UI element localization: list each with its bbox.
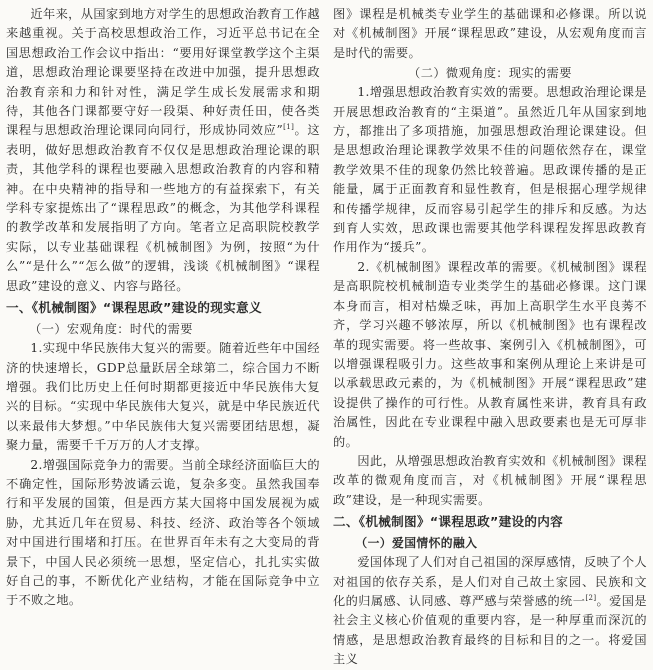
section-heading: 一、《机械制图》“课程思政”建设的现实意义	[6, 300, 262, 316]
section-heading: 二、《机械制图》“课程思政”建设的内容	[333, 514, 564, 530]
body-paragraph: 2.《机械制图》课程改革的需要。《机械制图》课程是高职院校机械制造专业类学生的基础必修课。这门课本身而言，相对枯燥乏味，再加上高职学生水平良莠不齐，学习兴趣不够浓厚，所以《机械制图》也有课程改革的现实需要。将一些故事、案例引入《机械制图》，可以增强课程吸引力。这些故事和案例从理论上来讲是可以承载思政元素的，为《机械制图》开展“课程思政”建设提供了操作的可行性。从教育属性来讲，教育具有政治属性，因此在专业课程中融入思政要素也是无可厚非的。	[333, 259, 647, 449]
subsection-heading: （二）微观角度：现实的需要	[408, 66, 572, 81]
left-column	[6, 5, 320, 608]
body-paragraph: 1.增强思想政治教育实效的需要。思想政治理论课是开展思想政治教育的“主渠道”。虽然近几年从国家到地方，都推出了多项措施，加强思想政治理论课建设。但是思想政治理论课教学效果不佳的问题依然存在，课堂教学效果不佳的现象仍然比较普遍。思政课传播的是正能量，属于正面教育和显性教育，但是根据心理学规律和传播学规律，反而容易引起学生的排斥和反感。为达到育人实效，思政课也需要其他学科课程发挥思政教育作用作为“援兵”。	[333, 85, 647, 255]
citation-ref: [1]	[283, 123, 295, 132]
subsection-heading: （一）宏观角度：时代的需要	[29, 322, 193, 337]
body-paragraph: 因此，从增强思想政治教育实效和《机械制图》课程改革的微观角度而言，对《机械制图》开展“课程思政”建设，是一种现实需要。	[333, 453, 647, 507]
subsection-heading: （一）爱国情怀的融入	[355, 536, 478, 551]
body-paragraph: 图》课程是机械类专业学生的基础课和必修课。所以说对《机械制图》开展“课程思政”建设，从宏观角度而言是时代的需要。	[333, 7, 647, 60]
body-paragraph: 爱国体现了人们对自己祖国的深厚感情，反映了个人对祖国的依存关系，是人们对自己故土家园、民族和文化的归属感、认同感、尊严感与荣誉感的统一[2]。爱国是社会主义核心价值观的重要内容，是一种厚重而深沉的情感，是思想政治教育最终的目标和目的之一。将爱国主义	[333, 555, 647, 667]
right-column	[333, 5, 647, 667]
body-paragraph: 1.实现中华民族伟大复兴的需要。随着近些年中国经济的快速增长，GDP总量跃居全球第二，综合国力不断增强。我们比历史上任何时期都更接近中华民族伟大复兴的目标。“实现中华民族伟大复兴，就是中华民族近代以来最伟大梦想。”中华民族伟大复兴需要团结思想，凝聚力量，需要千千万万的人才支撑。	[6, 341, 320, 453]
citation-ref: [2]	[585, 593, 597, 602]
body-paragraph: 2.增强国际竞争力的需要。当前全球经济面临巨大的不确定性，国际形势波谲云诡，复杂多变。虽然我国奉行和平发展的国策，但是西方某大国将中国发展视为威胁，尤其近几年在贸易、科技、经济、政治等各个领域对中国进行围堵和打压。在世界百年未有之大变局的背景下，中国人民必须统一思想，坚定信心，扎扎实实做好自己的事，不断优化产业结构，才能在国际竞争中立于不败之地。	[6, 457, 320, 608]
body-paragraph: 近年来，从国家到地方对学生的思想政治教育工作越来越重视。关于高校思想政治工作，习近平总书记在全国思想政治工作会议中指出：“要用好课堂教学这个主渠道，思想政治理论课要坚持在改进中加强，提升思想政治教育亲和力和针对性，满足学生成长发展需求和期待，其他各门课都要守好一段渠、种好责任田，使各类课程与思想政治理论课同向同行，形成协同效应”[1]。这表明，做好思想政治教育不仅仅是思想政治理论课的职责，其他学科的课程也要融入思想政治教育的内容和精神。在中央精神的指导和一些地方的有益探索下，有关学科专家提炼出了“课程思政”的概念，为其他学科课程的教学改革和发展指明了方向。笔者立足高职院校教学实际，以专业基础课程《机械制图》为例，按照“为什么”“是什么”“怎么做”的逻辑，浅谈《机械制图》“课程思政”建设的意义、内容与路径。	[6, 7, 320, 293]
